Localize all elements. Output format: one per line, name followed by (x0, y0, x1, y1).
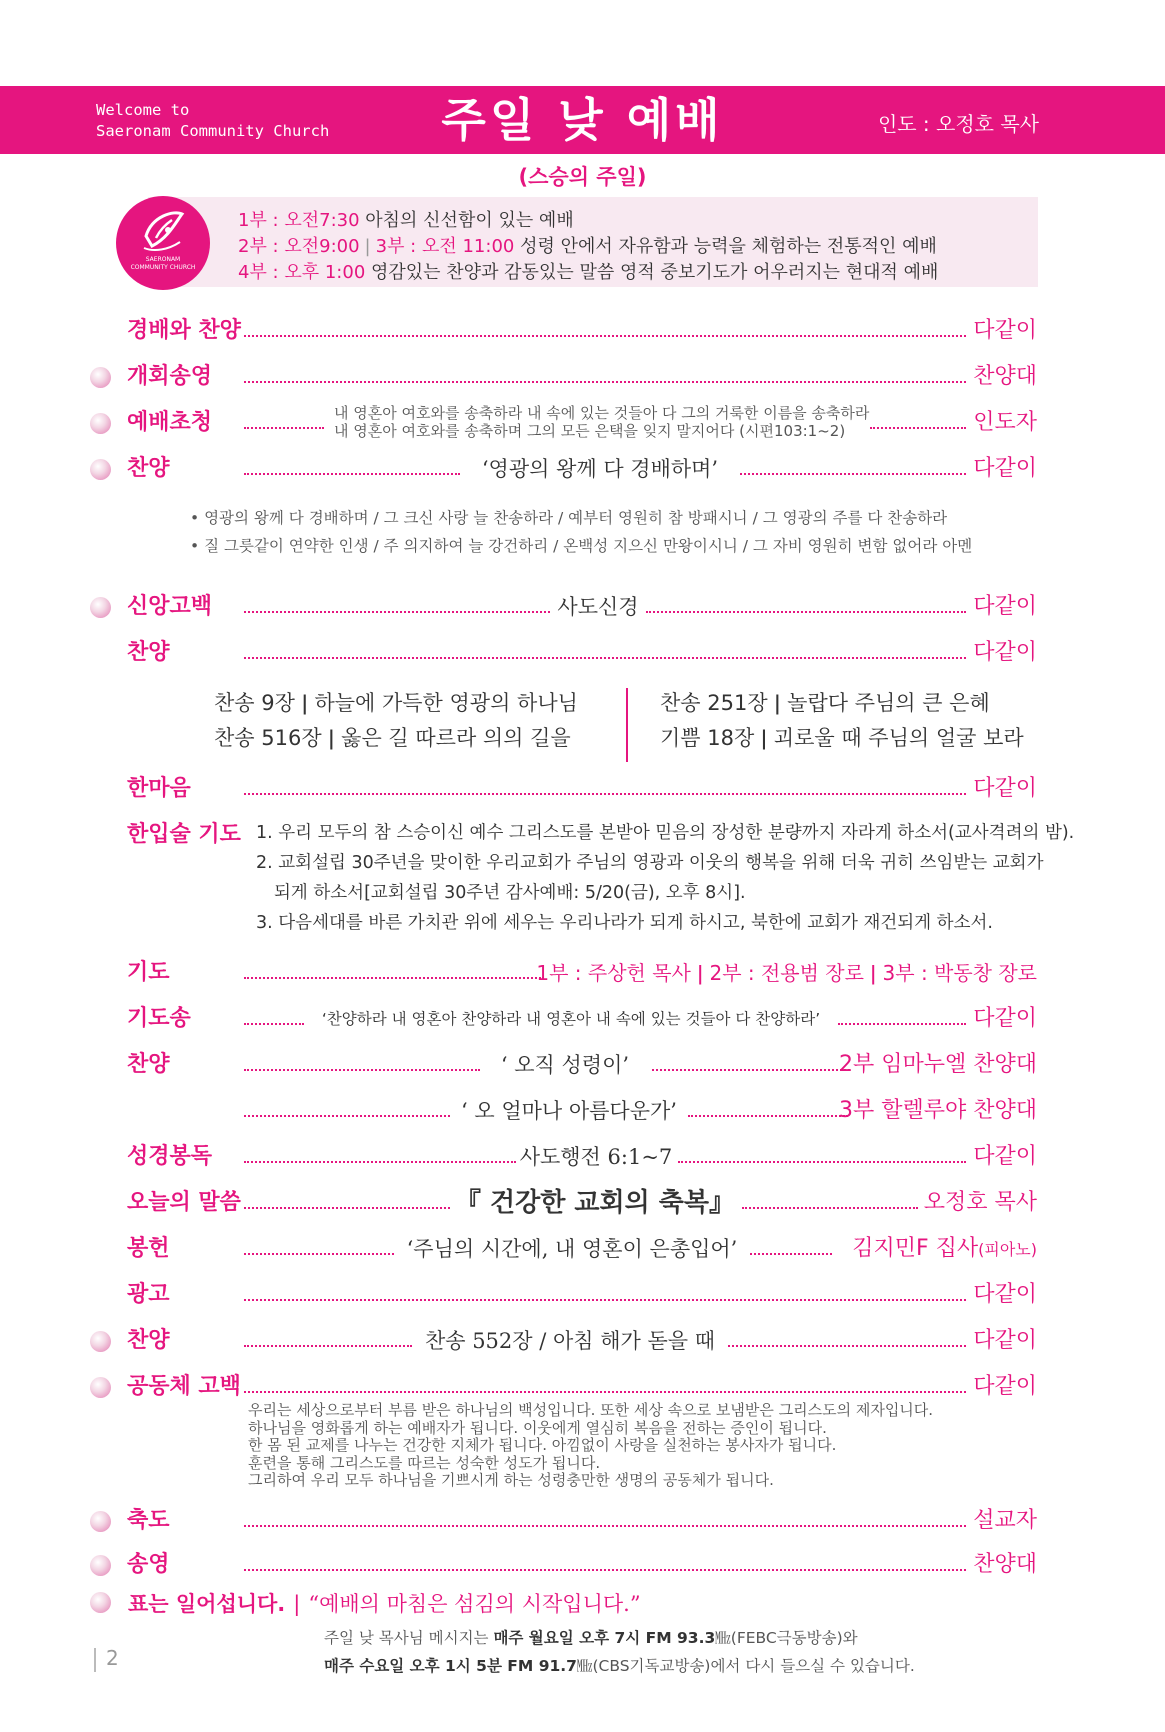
page-title: 주일 낮 예배 (441, 93, 724, 147)
hymn-list-left: 찬송 9장 ǀ 하늘에 가득한 영광의 하나님 찬송 516장 ǀ 옳은 길 따르라 의의 길을 (214, 691, 578, 750)
order-invocation: 예배초청 인도자 (0, 406, 1165, 440)
order-benediction: 축도 설교자 (0, 1504, 1165, 1538)
leader-text: 인도 : 오정호 목사 (877, 112, 1039, 136)
welcome-line-1: Welcome to (96, 101, 190, 119)
stand-bullet-icon (90, 459, 111, 480)
hymn-list-right: 찬송 251장 ǀ 놀랍다 주님의 큰 은혜 기쁨 18장 ǀ 괴로울 때 주님의 얼굴 보라 (660, 691, 1024, 750)
praise-lyrics: • 영광의 왕께 다 경배하며 / 그 크신 사랑 늘 찬송하라 / 예부터 영원히 참 방패시니 / 그 영광의 주를 다 찬송하라 • 질 그릇같이 연약한 인생 / 주 의지하여 늘 강건하리 / 온백성 지으신 만왕이시니 / 그 자비 영원히 변함 없어라 아멘 (190, 509, 973, 555)
hymn-divider (626, 688, 628, 762)
order-sermon: 오늘의 말씀 『 건강한 교회의 축복』 오정호 목사 (127, 1188, 1037, 1218)
order-praise-4: ‘ 오 얼마나 아름다운가’ 3부 할렐루야 찬양대 (0, 1094, 1165, 1128)
order-opening: 개회송영 찬양대 (0, 360, 1165, 394)
service-1: 1부 : 오전7:30 아침의 신선함이 있는 예배 (238, 210, 574, 231)
stand-bullet-icon (90, 597, 111, 618)
order-community-creed: 공동체 고백 다같이 (0, 1370, 1165, 1404)
unison-prayer-items: 1. 우리 모두의 참 스승이신 예수 그리스도를 본받아 믿음의 장성한 분량까지 자라게 하소서(교사격려의 밤). 2. 교회설립 30주년을 맞이한 우리교회가 주님의 영광과 이웃의 행복을 위해 더욱 귀히 쓰임받는 교회가 되게 하소서[교회설립 30주년 감사예배: 5/20(금), 오후 8시]. 3. 다음세대를 바른 가치관 위에 세우는 우리나라가 되게 하시고, 북한에 교회가 재건되게 하소서. (256, 823, 1075, 933)
stand-bullet-icon (90, 1555, 111, 1576)
order-praise-2: 찬양 다같이 (127, 640, 1037, 665)
stand-bullet-icon (90, 1377, 111, 1398)
community-creed-text: 우리는 세상으로부터 부름 받은 하나님의 백성입니다. 또한 세상 속으로 보냄받은 그리스도의 제자입니다. 하나님을 영화롭게 하는 예배자가 됩니다. 이웃에게 열심히 복음을 전하는 증인이 됩니다. 한 몸 된 교제를 나누는 건강한 지체가 됩니다. 아낌없이 사랑을 실천하는 봉사자가 됩니다. 훈련을 통해 그리스도를 따르는 성숙한 성도가 됩니다. 그리하여 우리 모두 하나님을 기쁘시게 하는 성령충만한 생명의 공동체가 됩니다. (248, 1401, 934, 1489)
order-unison-prayer: 한입술 기도 (127, 822, 241, 847)
order-praise-5: 찬양 찬송 552장 / 아침 해가 돋을 때 다같이 (0, 1324, 1165, 1358)
order-creed: 신앙고백 사도신경 다같이 (0, 590, 1165, 624)
header-bar (0, 86, 1165, 154)
stand-bullet-icon (90, 1331, 111, 1352)
order-announce: 광고 다같이 (127, 1282, 1037, 1307)
stand-bullet-icon (90, 1511, 111, 1532)
footer-note: 표는 일어섭니다. | “예배의 마침은 섬김의 시작입니다.” (128, 1592, 641, 1616)
order-praise-1: 찬양 ‘영광의 왕께 다 경배하며’ 다같이 (0, 452, 1165, 486)
page-subtitle: (스승의 주일) (518, 165, 647, 189)
stand-bullet-icon (90, 367, 111, 388)
service-2-3: 2부 : 오전9:00 | 3부 : 오전 11:00 성령 안에서 자유함과 능력을 체험하는 전통적인 예배 (238, 236, 937, 257)
order-prayer: 기도 1부 : 주상헌 목사 ǀ 2부 : 전용범 장로 ǀ 3부 : 박동창 장로 (127, 960, 1037, 985)
order-one-mind: 한마음 다같이 (127, 776, 1037, 801)
order-prayer-song: 기도송 ‘찬양하라 내 영혼아 찬양하라 내 영혼아 내 속에 있는 것들아 다 찬양하라’ 다같이 (127, 1006, 1037, 1031)
order-praise-3: 찬양 ‘ 오직 성령이’ 2부 임마누엘 찬양대 (127, 1052, 1037, 1077)
order-doxology: 송영 찬양대 (0, 1548, 1165, 1582)
invocation-text: 내 영혼아 여호와를 송축하라 내 속에 있는 것들아 다 그의 거룩한 이름을 송축하라 내 영혼아 여호와를 송축하며 그의 모든 은택을 잊지 말지어다 (시편103:1~2) (334, 404, 870, 440)
stand-bullet-icon (90, 1592, 111, 1613)
welcome-line-2: Saeronam Community Church (96, 122, 330, 140)
stand-bullet-icon (90, 413, 111, 434)
order-scripture: 성경봉독 사도행전 6:1~7 다같이 (127, 1144, 1037, 1169)
broadcast-info: 주일 낮 목사님 메시지는 매주 월요일 오후 7시 FM 93.3㎒(FEBC극동방송)와 매주 수요일 오후 1시 5분 FM 91.7㎒(CBS기독교방송)에서 다시 들으실 수 있습니다. (324, 1629, 915, 1675)
page-number: 2 (94, 1646, 119, 1672)
dove-icon (138, 208, 188, 256)
order-worship-praise: 경배와 찬양 다같이 (127, 318, 1037, 343)
logo-text: SAERONAM COMMUNITY CHURCH (130, 256, 196, 271)
service-4: 4부 : 오후 1:00 영감있는 찬양과 감동있는 말씀 영적 중보기도가 어우러지는 현대적 예배 (238, 262, 939, 283)
church-logo (116, 196, 210, 290)
order-offering: 봉헌 ‘주님의 시간에, 내 영혼이 은총입어’ 김지민F 집사(피아노) (127, 1236, 1037, 1261)
